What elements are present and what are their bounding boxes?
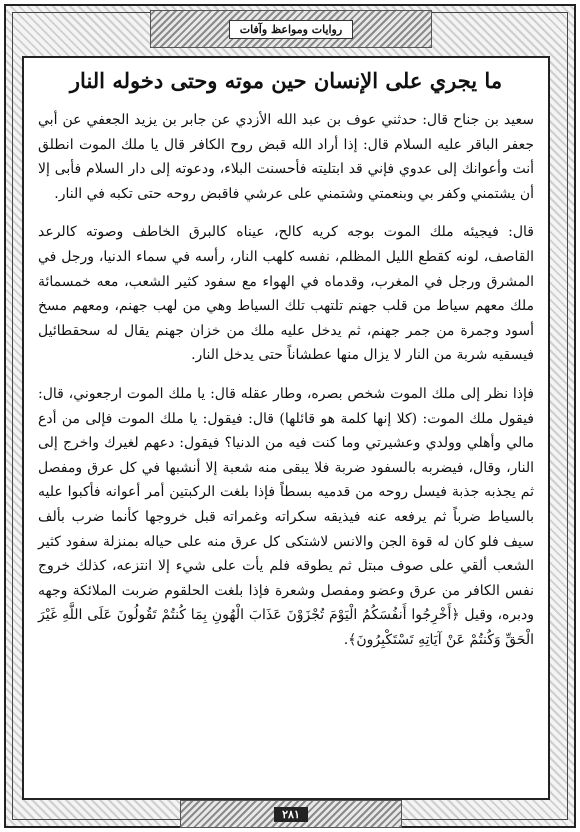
page-content-panel (22, 56, 550, 800)
page-number: ٢٨١ (274, 807, 308, 822)
footer-band (180, 800, 402, 828)
paragraph: قال: فيجيئه ملك الموت بوجه كريه كالح، عيناه كالبرق الخاطف وصوته كالرعد القاصف، لونه كقطع الليل المظلم، نفسه كلهب النار، رأسه في سماء الدنيا، ورجل في المشرق ورجل في المغرب، وقدماه في الهواء مع سفود كثير الشعب، معه خمسمائة ملك معهم سياط من قلب جهنم تلتهب تلك السياط وهي من لهب جهنم، ومعهم مسخ أسود وجمرة من جمر جهنم، ثم يدخل عليه ملك من خزان جهنم يقال له سحقطائيل فيسقيه شربة من النار لا يزال منها عطشاناً حتى يدخل النار. (38, 224, 534, 364)
paragraph: فإذا نظر إلى ملك الموت شخص بصره، وطار عقله قال: يا ملك الموت ارجعوني، قال: فيقول ملك الموت: (كلا إنها كلمة هو قائلها) قال: فيقول: يا ملك الموت فإلى من أدع مالي وأهلي وولدي وعشيرتي وما كنت فيه من الدنيا؟ فيقول: دعهم لغيرك واخرج إلى النار، وقال، فيضربه بالسفود ضربة فلا يبقى منه شعبة إلا أنشبها في كل عرق ومفصل ثم يجذبه جذبة فيسل روحه من قدميه بسطاً فإذا بلغت الركبتين أمر أعوانه فأكبوا عليه بالسياط ضرباً ثم يرفعه عنه فيذيقه سكراته وغمراته قبل خروجها كأنما ضرب بألف سيف فلو كان له قوة الجن والانس لاشتكى كل عرق منه على حياله بمنزلة سفود كثير الشعب ألقي على صوف مبتل ثم يطوقه فلم يأت على شيء إلا انتزعه، كذلك خروج نفس الكافر من عرق وعضو ومفصل وشعرة فإذا بلغت الحلقوم ضربت الملائكة وجهه ودبره، وقيل ﴿أَخْرِجُوا أَنفُسَكُمُ الْيَوْمَ تُجْزَوْنَ عَذَابَ الْهُونِ بِمَا كُنتُمْ تَقُولُونَ عَلَى اللَّهِ غَيْرَ الْحَقِّ وَكُنتُمْ عَنْ آيَاتِهِ تَسْتَكْبِرُونَ﴾. (38, 385, 534, 648)
page-title: ما يجري على الإنسان حين موته وحتى دخوله النار (69, 68, 503, 93)
header-band (150, 10, 432, 48)
body-text (38, 108, 534, 666)
paragraph: سعيد بن جناح قال: حدثني عوف بن عبد الله الأزدي عن جابر بن يزيد الجعفي عن أبي جعفر الباقر عليه السلام قال: إذا أراد الله قبض روح الكافر قال يا ملك الموت انطلق أنت وأعوانك إلى عدوي فإني قد ابتليته فأحسنت البلاء، ودعوته إلى دار السلام فأبى إلا أن يشتمني وكفر بي وبنعمتي وشتمني على عرشي فاقبض روحه حتى تكبه في النار. (38, 112, 534, 202)
running-header: روايات ومواعظ وآفات (229, 20, 353, 39)
